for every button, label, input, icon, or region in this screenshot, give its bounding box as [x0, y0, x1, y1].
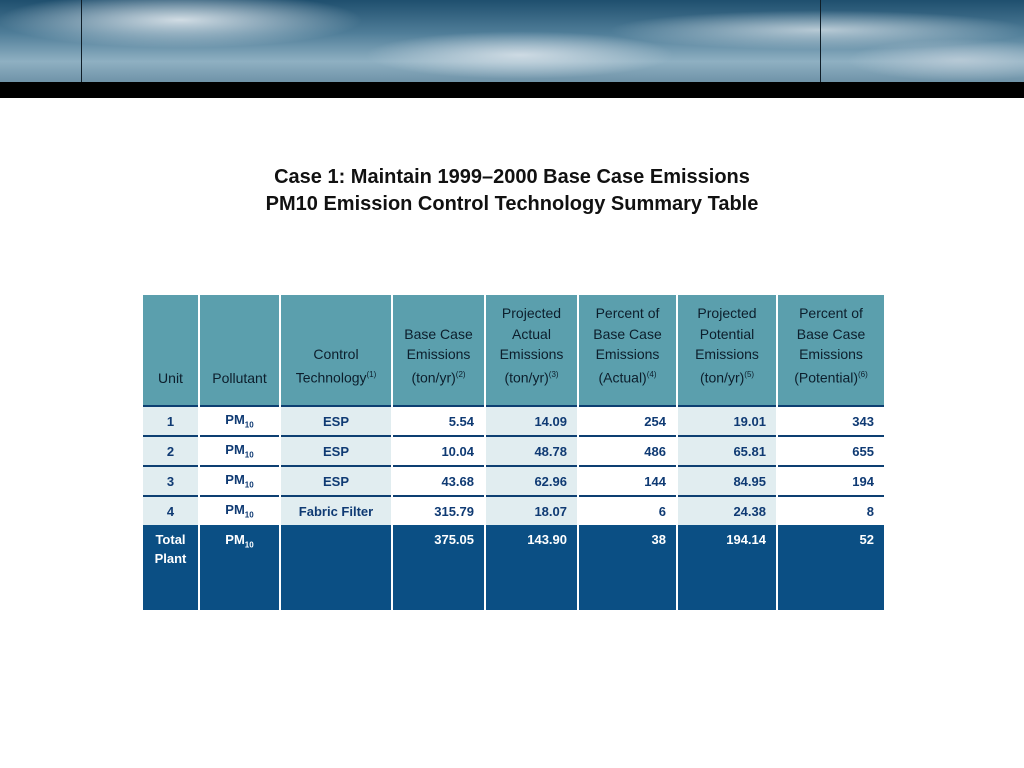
cell-technology: ESP [280, 406, 392, 436]
title-line-1: Case 1: Maintain 1999–2000 Base Case Emissions [274, 166, 750, 188]
cell-unit: 3 [143, 466, 199, 496]
header-control-technology: Control Technology$^{(1)}$ [280, 295, 392, 406]
table-row [143, 496, 884, 525]
cell-total-base: 375.05 [392, 525, 485, 610]
header-projected-actual-emissions: Projected Actual Emissions $(ton/yr)^{(3)}$ [485, 295, 578, 406]
header-pollutant: Pollutant [199, 295, 280, 406]
summary-table [143, 295, 884, 610]
cell-technology: Fabric Filter [280, 496, 392, 525]
cell-pct-actual: 6 [578, 496, 677, 525]
cell-pollutant: $PM_{10}$ [199, 466, 280, 496]
table-row [143, 436, 884, 466]
cell-technology: ESP [280, 466, 392, 496]
banner-divider-left [81, 0, 82, 82]
cell-base: 5.54 [392, 406, 485, 436]
cell-pollutant: $PM_{10}$ [199, 496, 280, 525]
header-row [143, 295, 884, 406]
cell-pct-potential: 194 [777, 466, 884, 496]
cell-total-actual: 143.90 [485, 525, 578, 610]
cell-potential: 19.01 [677, 406, 777, 436]
cell-total-technology [280, 525, 392, 610]
cell-pollutant: $PM_{10}$ [199, 436, 280, 466]
cell-actual: 48.78 [485, 436, 578, 466]
page-title [0, 164, 1024, 218]
cell-potential: 65.81 [677, 436, 777, 466]
cell-actual: 18.07 [485, 496, 578, 525]
cell-total-pct-potential: 52 [777, 525, 884, 610]
table-row [143, 466, 884, 496]
total-row [143, 525, 884, 610]
header-unit: Unit [143, 295, 199, 406]
cell-pct-actual: 486 [578, 436, 677, 466]
cell-actual: 14.09 [485, 406, 578, 436]
cell-total-potential: 194.14 [677, 525, 777, 610]
cell-pct-potential: 8 [777, 496, 884, 525]
cell-potential: 24.38 [677, 496, 777, 525]
cell-pct-actual: 254 [578, 406, 677, 436]
cell-total-pollutant: $PM_{10}$ [199, 525, 280, 610]
header-percent-potential: Percent of Base Case Emissions (Potential)$^{(6)}$ [777, 295, 884, 406]
header-banner [0, 0, 1024, 82]
cell-unit: 2 [143, 436, 199, 466]
title-line-2: PM10 Emission Control Technology Summary Table [265, 193, 759, 215]
header-projected-potential-emissions: Projected Potential Emissions $(ton/yr)^{(5)}$ [677, 295, 777, 406]
cell-base: 43.68 [392, 466, 485, 496]
cell-base: 315.79 [392, 496, 485, 525]
cell-total-pct-actual: 38 [578, 525, 677, 610]
cell-technology: ESP [280, 436, 392, 466]
cell-unit: 4 [143, 496, 199, 525]
cell-unit: 1 [143, 406, 199, 436]
banner-divider-right [820, 0, 821, 82]
cell-base: 10.04 [392, 436, 485, 466]
table-row [143, 406, 884, 436]
header-percent-actual: Percent of Base Case Emissions (Actual)$^{(4)}$ [578, 295, 677, 406]
cell-total-unit: Total Plant [143, 525, 199, 610]
cell-pct-potential: 655 [777, 436, 884, 466]
banner-black-bar [0, 82, 1024, 98]
cell-pollutant: $PM_{10}$ [199, 406, 280, 436]
cell-pct-actual: 144 [578, 466, 677, 496]
header-base-case-emissions: Base Case Emissions $(ton/yr)^{(2)}$ [392, 295, 485, 406]
cell-actual: 62.96 [485, 466, 578, 496]
cell-potential: 84.95 [677, 466, 777, 496]
cell-pct-potential: 343 [777, 406, 884, 436]
